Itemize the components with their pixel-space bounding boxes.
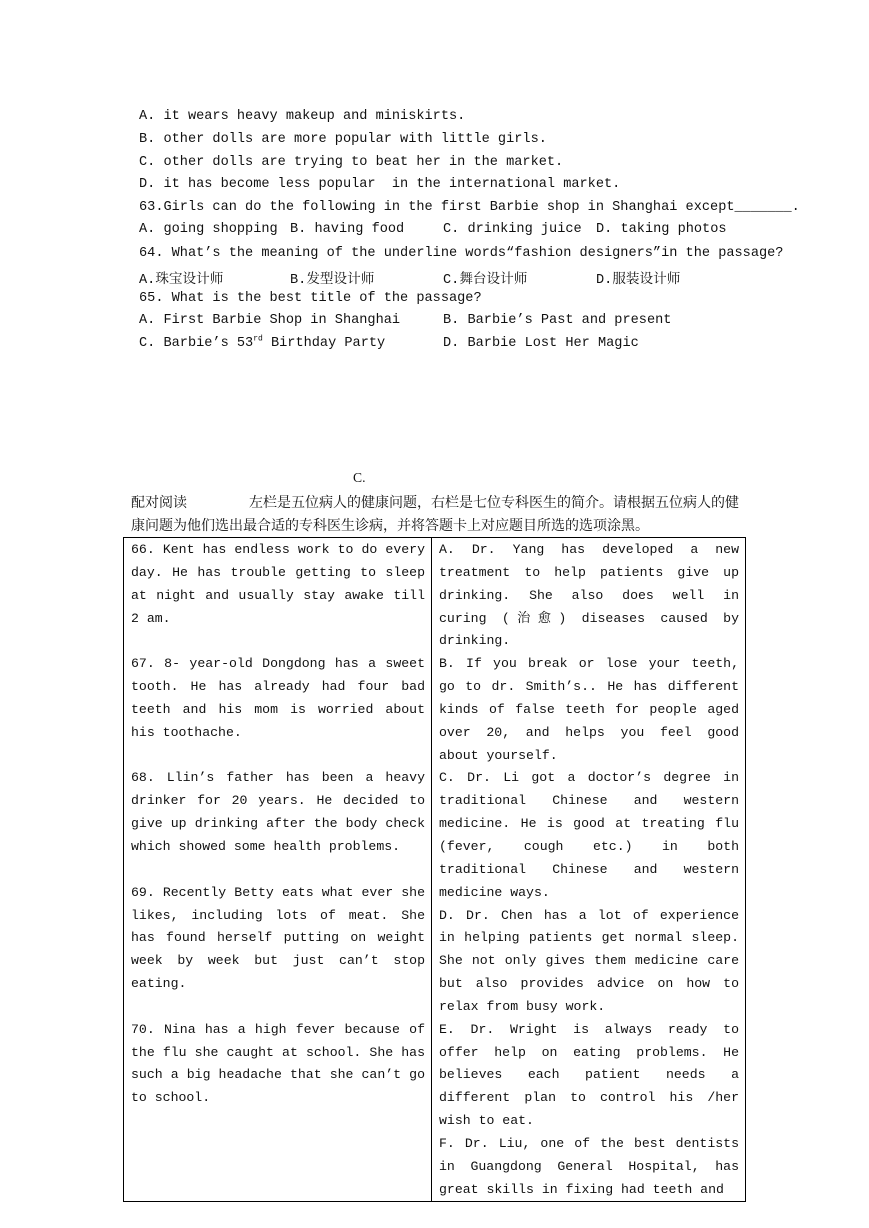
section-intro xyxy=(131,492,741,537)
q65-options-row2 xyxy=(139,334,639,381)
q64-option-a: A.珠宝设计师 xyxy=(139,273,224,288)
q64-stem: 64. What’s the meaning of the underline words“fashion designers”in the passage? xyxy=(139,246,784,261)
intro-title: 配对阅读 xyxy=(131,495,187,511)
section-label: C. xyxy=(353,470,366,485)
intro-text: 左栏是五位病人的健康问题，右栏是七位专科医生的简介。请根据五位病人的健康问题为他们选出最合适的专科医生诊病，并将答题卡上对应题目所选的选项涂黑。 xyxy=(131,495,739,534)
q63-option-a: A. going shopping xyxy=(139,222,278,237)
patients-column xyxy=(124,538,432,1202)
matching-table xyxy=(123,537,746,1202)
patient-69: 69. Recently Betty eats what ever she likes, including lots of meat. She has found herself putting on weight week by week but just can’t stop eating. xyxy=(131,884,425,992)
q63-stem: 63.Girls can do the following in the first Barbie shop in Shanghai except_______. xyxy=(139,200,800,215)
q64-option-b: B.发型设计师 xyxy=(290,273,375,288)
q65-stem: 65. What is the best title of the passage? xyxy=(139,291,482,306)
doctor-b: B. If you break or lose your teeth, go to dr. Smith’s.. He has different kinds of false teeth for people aged over 20, and helps you feel good about yourself. xyxy=(439,656,739,763)
q64-option-d: D.服装设计师 xyxy=(596,273,681,288)
q63-option-d: D. taking photos xyxy=(596,222,727,237)
q62-option-c: C. other dolls are trying to beat her in the market. xyxy=(139,155,564,170)
q62-option-d: D. it has become less popular in the international market. xyxy=(139,177,621,192)
doctor-c: C. Dr. Li got a doctor’s degree in traditional Chinese and western medicine. He is good at treating flu (fever, cough etc.) in both traditional Chinese and western medicine ways. xyxy=(439,770,739,900)
q62-option-a: A. it wears heavy makeup and miniskirts. xyxy=(139,109,466,124)
q65-option-d: D. Barbie Lost Her Magic xyxy=(443,336,639,351)
q65-option-c-text: C. Barbie’s 53 xyxy=(139,336,254,351)
q63-option-b: B. having food xyxy=(290,222,405,237)
patient-66: 66. Kent has endless work to do every day. He has trouble getting to sleep at night and usually stay awake till 2 am. xyxy=(131,542,425,626)
q64-option-c: C.舞台设计师 xyxy=(443,273,528,288)
patient-68: 68. Llin’s father has been a heavy drinker for 20 years. He decided to give up drinking after the body check which showed some health problems. xyxy=(131,770,425,854)
q65-option-a: A. First Barbie Shop in Shanghai xyxy=(139,313,401,328)
q65-option-b: B. Barbie’s Past and present xyxy=(443,313,672,328)
doctor-a: A. Dr. Yang has developed a new treatment to help patients give up drinking. She also does well in curing (治愈) diseases caused by drinking. xyxy=(439,542,739,649)
doctor-d: D. Dr. Chen has a lot of experience in helping patients get normal sleep. She not only gives them medicine care but also provides advice on how to relax from busy work. xyxy=(439,907,739,1014)
q65-option-c-sup: rd xyxy=(253,334,263,344)
q65-option-c xyxy=(139,336,385,351)
q65-option-c-tail: Birthday Party xyxy=(262,336,386,351)
doctor-f: F. Dr. Liu, one of the best dentists in Guangdong General Hospital, has great skills in fixing had teeth and xyxy=(439,1135,739,1197)
doctors-column xyxy=(432,538,746,1202)
patient-70: 70. Nina has a high fever because of the flu she caught at school. She has such a big headache that she can’t go to school. xyxy=(131,1021,425,1106)
q62-option-b: B. other dolls are more popular with little girls. xyxy=(139,132,547,147)
q63-option-c: C. drinking juice xyxy=(443,222,582,237)
patient-67: 67. 8- year-old Dongdong has a sweet tooth. He has already had four bad teeth and his mom is worried about his toothache. xyxy=(131,656,425,740)
doctor-e: E. Dr. Wright is always ready to offer help on eating problems. He believes each patient needs a different plan to control his /her wish to eat. xyxy=(439,1021,739,1129)
